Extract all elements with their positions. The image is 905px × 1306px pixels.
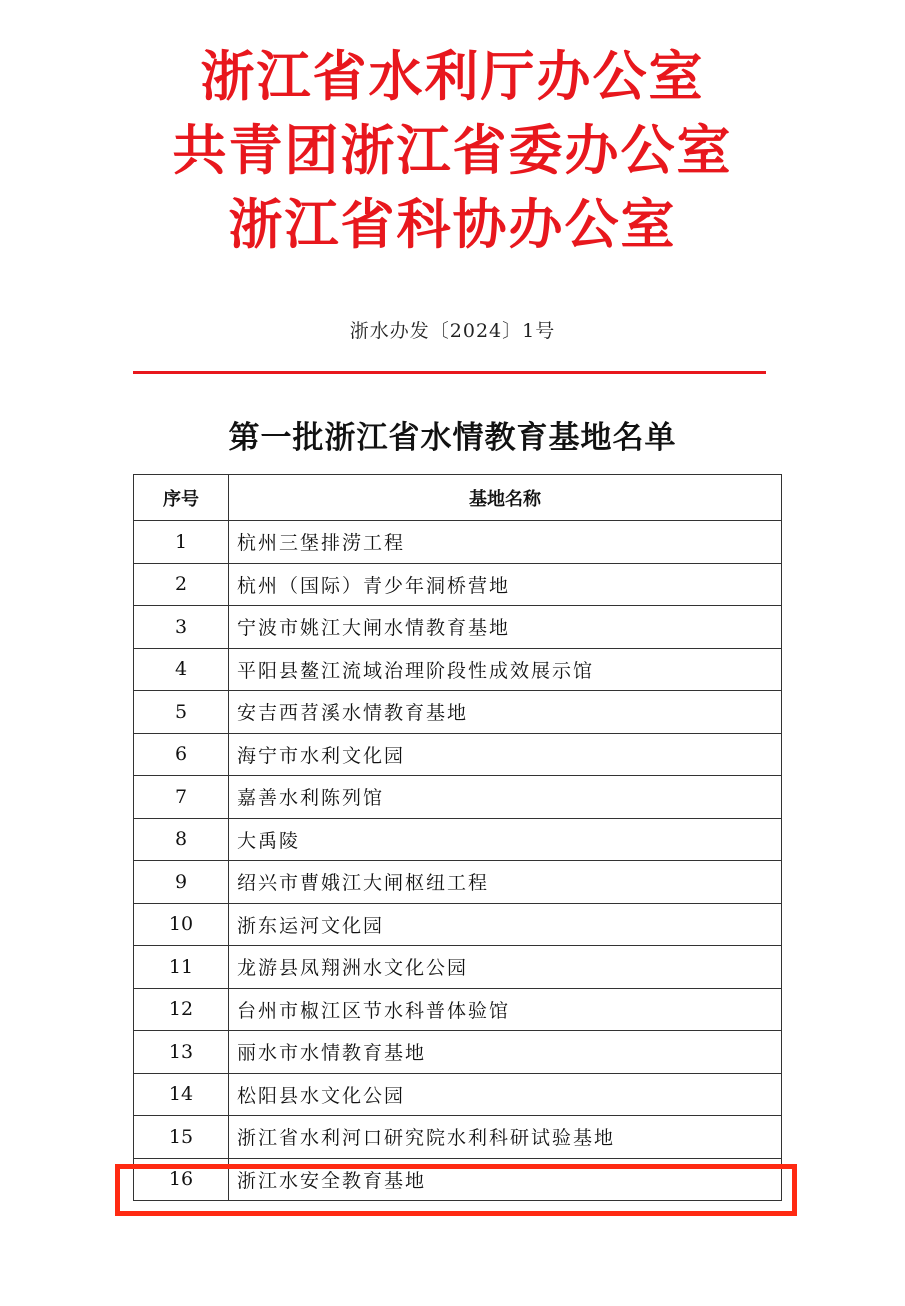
education-bases-table [133,474,782,1201]
table-row [134,861,782,904]
table-row [134,521,782,564]
table-row [134,1031,782,1074]
base-name: 浙江水安全教育基地 [229,1158,782,1201]
table-row [134,606,782,649]
row-highlight-box [115,1164,797,1216]
row-number: 7 [134,776,229,819]
row-number: 5 [134,691,229,734]
table-row [134,1073,782,1116]
base-name: 宁波市姚江大闸水情教育基地 [229,606,782,649]
base-name: 龙游县凤翔洲水文化公园 [229,946,782,989]
row-number: 13 [134,1031,229,1074]
row-number: 14 [134,1073,229,1116]
row-number: 3 [134,606,229,649]
table-row [134,946,782,989]
issuing-authorities-header [0,40,905,262]
column-header-base-name: 基地名称 [229,475,782,521]
base-name: 安吉西苕溪水情教育基地 [229,691,782,734]
row-number: 12 [134,988,229,1031]
table-row [134,1116,782,1159]
row-number: 10 [134,903,229,946]
row-number: 16 [134,1158,229,1201]
row-number: 9 [134,861,229,904]
issuer-line-youth-league: 共青团浙江省委办公室 [172,119,733,182]
red-divider-line [133,371,766,374]
row-number: 4 [134,648,229,691]
base-name: 大禹陵 [229,818,782,861]
base-name: 松阳县水文化公园 [229,1073,782,1116]
table-header-row [134,475,782,521]
row-number: 6 [134,733,229,776]
column-header-number: 序号 [134,475,229,521]
row-number: 2 [134,563,229,606]
issuer-line-science-association: 浙江省科协办公室 [228,193,677,256]
table-row [134,776,782,819]
list-title: 第一批浙江省水情教育基地名单 [228,420,677,456]
row-number: 15 [134,1116,229,1159]
table-row [134,988,782,1031]
base-name: 绍兴市曹娥江大闸枢纽工程 [229,861,782,904]
row-number: 11 [134,946,229,989]
table-row [134,691,782,734]
table-row [134,818,782,861]
base-name: 杭州三堡排涝工程 [229,521,782,564]
document-number: 浙水办发〔2024〕1号 [349,320,556,342]
base-name: 海宁市水利文化园 [229,733,782,776]
row-number: 1 [134,521,229,564]
base-name: 浙东运河文化园 [229,903,782,946]
issuer-line-water-resources: 浙江省水利厅办公室 [200,45,705,108]
base-name: 嘉善水利陈列馆 [229,776,782,819]
table-row [134,903,782,946]
table-row [134,648,782,691]
base-name: 台州市椒江区节水科普体验馆 [229,988,782,1031]
base-name: 浙江省水利河口研究院水利科研试验基地 [229,1116,782,1159]
base-name: 杭州（国际）青少年洞桥营地 [229,563,782,606]
table-row [134,733,782,776]
base-name: 平阳县鳌江流域治理阶段性成效展示馆 [229,648,782,691]
row-number: 8 [134,818,229,861]
base-name: 丽水市水情教育基地 [229,1031,782,1074]
table-row [134,563,782,606]
